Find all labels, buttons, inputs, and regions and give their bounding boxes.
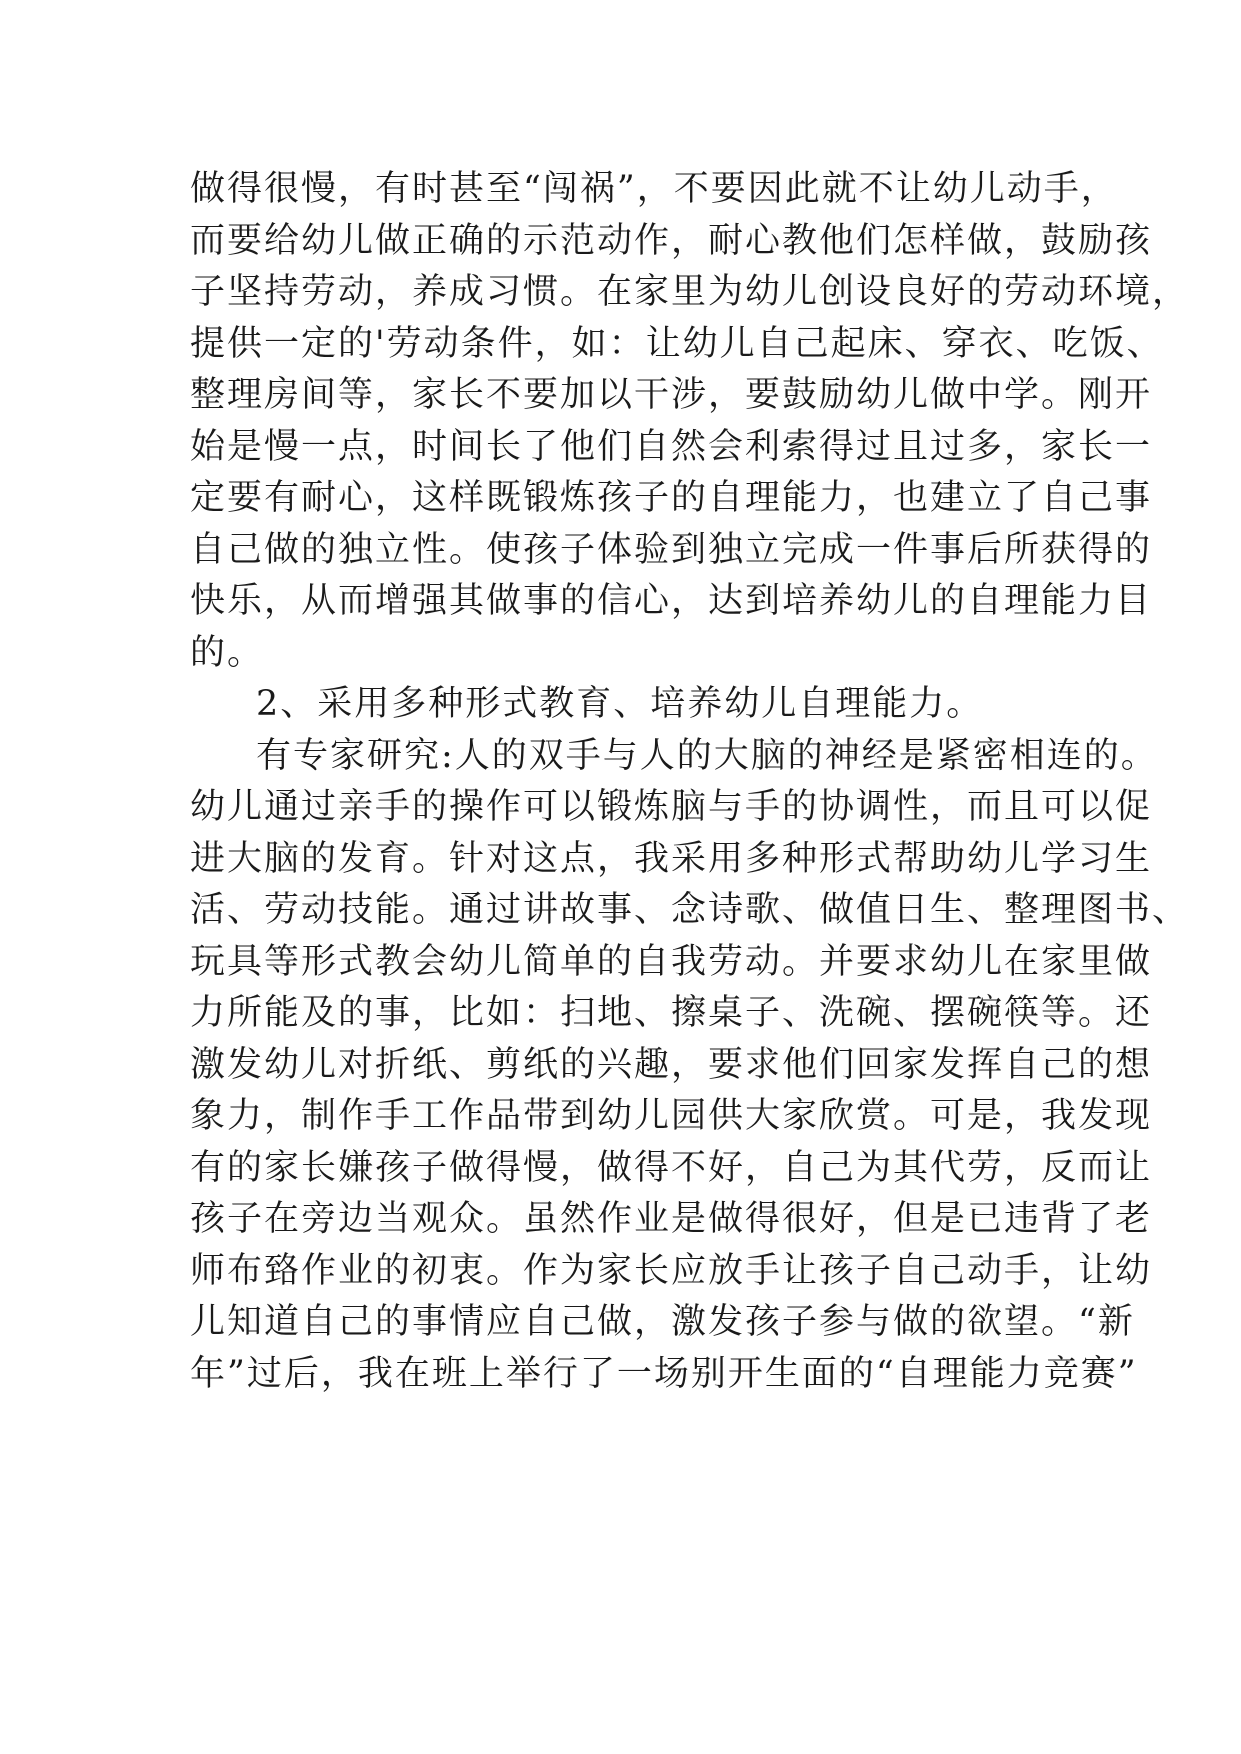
text-line: 快乐，从而增强其做事的信心，达到培养幼儿的自理能力目	[190, 581, 1153, 621]
text-line: 而要给幼儿做正确的示范动作，耐心教他们怎样做，鼓励孩	[190, 220, 1153, 261]
text-line: 师布臵作业的初衷。作为家长应放手让孩子自己动手，让幼	[190, 1250, 1153, 1291]
text-line: 提供一定的'劳动条件，如：让幼儿自己起床、穿衣、吃饭、	[190, 323, 1164, 364]
text-line: 幼儿通过亲手的操作可以锻炼脑与手的协调性，而且可以促	[190, 787, 1153, 827]
text-line: 象力，制作手工作品带到幼儿园供大家欣赏。可是，我发现	[190, 1096, 1153, 1136]
text-line: 始是慢一点，时间长了他们自然会利索得过且过多，家长一	[190, 426, 1153, 467]
paragraph-start-line: 有专家研究:人的双手与人的大脑的神经是紧密相连的。	[256, 735, 1158, 776]
text-line: 做得很慢，有时甚至“闯祸”，不要因此就不让幼儿动手，	[190, 169, 1118, 209]
text-line: 自己做的独立性。使孩子体验到独立完成一件事后所获得的	[190, 529, 1153, 570]
text-line: 力所能及的事，比如：扫地、擦桌子、洗碗、摆碗筷等。还	[190, 993, 1153, 1033]
text-line: 有的家长嫌孩子做得慢，做得不好，自己为其代劳，反而让	[190, 1147, 1153, 1188]
text-line: 活、劳动技能。通过讲故事、念诗歌、做值日生、整理图书、	[190, 890, 1190, 930]
text-line: 整理房间等，家长不要加以干涉，要鼓励幼儿做中学。刚开	[190, 375, 1153, 415]
text-line: 定要有耐心，这样既锻炼孩子的自理能力，也建立了自己事	[190, 478, 1153, 518]
text-line: 儿知道自己的事情应自己做，激发孩子参与做的欲望。“新	[190, 1302, 1135, 1342]
text-line: 孩子在旁边当观众。虽然作业是做得很好，但是已违背了老	[190, 1199, 1153, 1239]
text-line: 激发幼儿对折纸、剪纸的兴趣，要求他们回家发挥自己的想	[190, 1044, 1153, 1085]
text-line: 子坚持劳动，养成习惯。在家里为幼儿创设良好的劳动环境，	[190, 272, 1190, 312]
text-line: 玩具等形式教会幼儿简单的自我劳动。并要求幼儿在家里做	[190, 941, 1153, 982]
section-heading: 2、采用多种形式教育、培养幼儿自理能力。	[256, 684, 984, 724]
text-line: 进大脑的发育。针对这点，我采用多种形式帮助幼儿学习生	[190, 838, 1153, 879]
text-line: 的。	[190, 632, 265, 673]
text-line: 年”过后，我在班上举行了一场别开生面的“自理能力竞赛”	[190, 1353, 1138, 1394]
body-text	[190, 164, 1190, 1400]
